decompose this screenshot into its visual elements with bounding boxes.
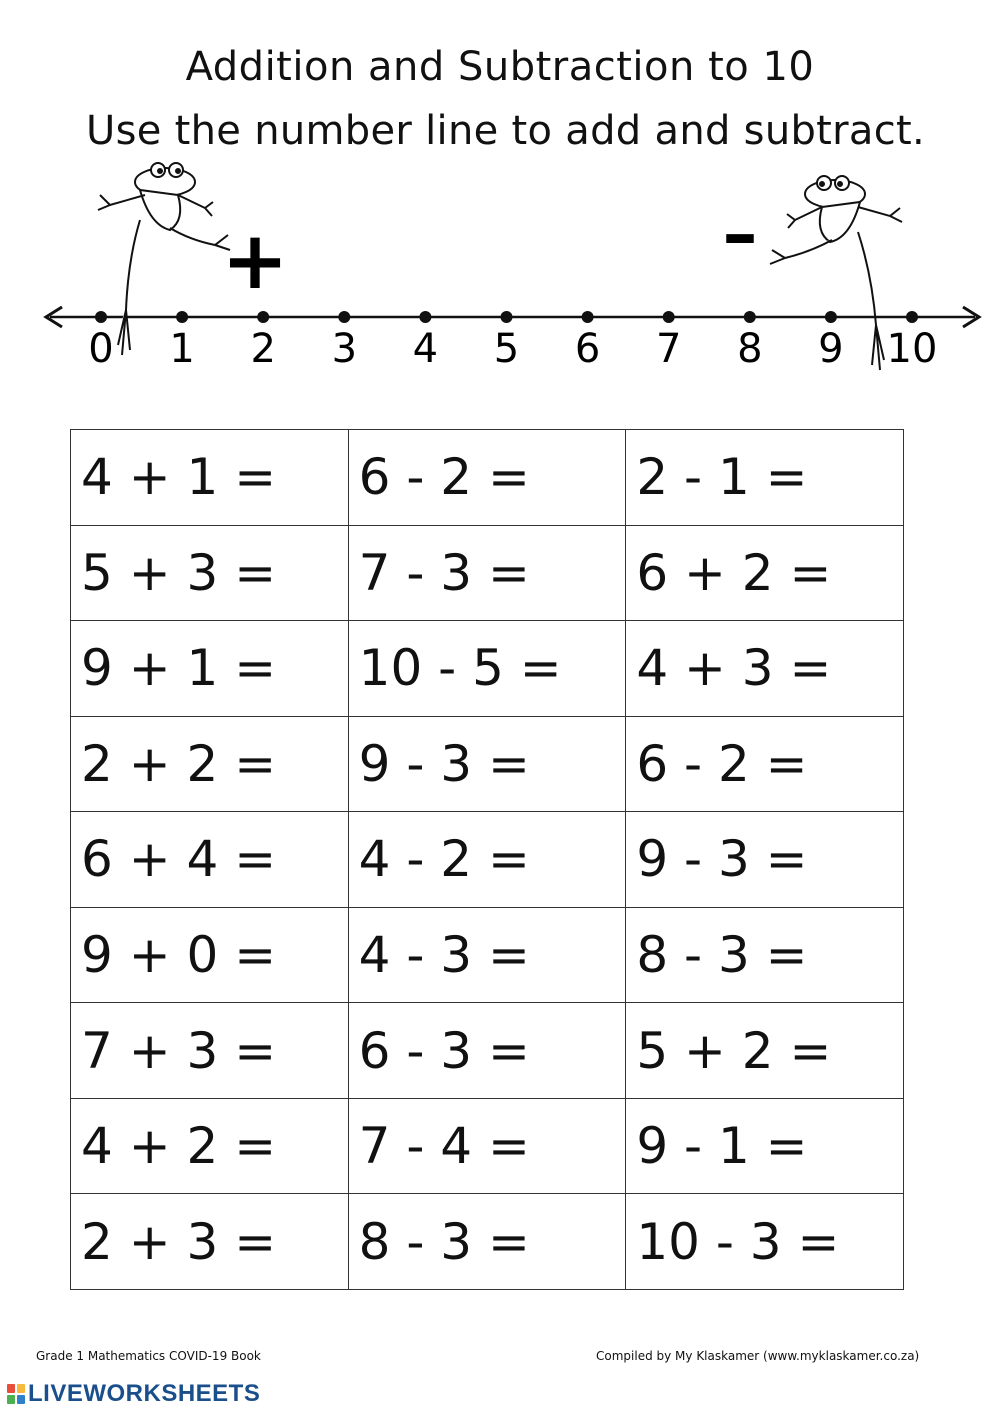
problem-row (71, 812, 904, 908)
problem-cell[interactable]: 4 - 2 = (348, 812, 626, 908)
number-line-dot (744, 311, 756, 323)
number-line-label: 7 (655, 326, 682, 372)
number-line-label: 10 (886, 326, 938, 372)
problems-grid (70, 429, 904, 1290)
worksheet-instructions: Use the number line to add and subtract. (86, 108, 925, 154)
number-line-label: 3 (331, 326, 358, 372)
number-line-dot (338, 311, 350, 323)
problem-cell[interactable]: 5 + 3 = (71, 525, 349, 621)
problem-row (71, 907, 904, 1003)
number-line-label: 4 (412, 326, 439, 372)
problem-cell[interactable]: 9 - 1 = (626, 1098, 904, 1194)
problem-cell[interactable]: 10 - 5 = (348, 621, 626, 717)
liveworksheets-wordmark: LIVEWORKSHEETS (28, 1380, 261, 1407)
problem-cell[interactable]: 9 + 0 = (71, 907, 349, 1003)
number-line-label: 0 (88, 326, 114, 372)
problem-cell[interactable]: 2 + 3 = (71, 1194, 349, 1290)
problem-row (71, 430, 904, 526)
number-line (0, 150, 1000, 390)
problem-cell[interactable]: 6 + 4 = (71, 812, 349, 908)
minus-sign: – (722, 193, 758, 275)
number-line-label: 5 (493, 326, 520, 372)
problem-cell[interactable]: 7 - 4 = (348, 1098, 626, 1194)
problem-cell[interactable]: 2 + 2 = (71, 716, 349, 812)
problem-cell[interactable]: 9 - 3 = (626, 812, 904, 908)
problem-cell[interactable]: 2 - 1 = (626, 430, 904, 526)
number-line-label: 9 (818, 326, 844, 372)
problem-cell[interactable]: 9 - 3 = (348, 716, 626, 812)
number-line-dot (176, 311, 188, 323)
problem-cell[interactable]: 4 + 2 = (71, 1098, 349, 1194)
problem-cell[interactable]: 4 - 3 = (348, 907, 626, 1003)
problem-cell[interactable]: 6 - 2 = (348, 430, 626, 526)
number-line-dot (501, 311, 513, 323)
number-line-label: 8 (737, 326, 763, 372)
number-line-dot (95, 311, 107, 323)
number-line-dot (257, 311, 269, 323)
plus-sign: + (221, 214, 289, 307)
problem-cell[interactable]: 10 - 3 = (626, 1194, 904, 1290)
problem-row (71, 1003, 904, 1099)
liveworksheets-brand[interactable] (6, 1380, 260, 1408)
number-line-dot (906, 311, 918, 323)
number-line-dot (419, 311, 431, 323)
problem-row (71, 525, 904, 621)
number-line-label: 2 (250, 326, 276, 372)
number-line-dot (582, 311, 594, 323)
problem-cell[interactable]: 6 + 2 = (626, 525, 904, 621)
problem-cell[interactable]: 8 - 3 = (348, 1194, 626, 1290)
problem-row (71, 621, 904, 717)
problem-cell[interactable]: 5 + 2 = (626, 1003, 904, 1099)
worksheet-title: Addition and Subtraction to 10 (185, 44, 815, 90)
problem-row (71, 716, 904, 812)
problem-cell[interactable]: 6 - 2 = (626, 716, 904, 812)
footer-book-title: Grade 1 Mathematics COVID-19 Book (36, 1349, 261, 1363)
problem-cell[interactable]: 9 + 1 = (71, 621, 349, 717)
problem-cell[interactable]: 4 + 3 = (626, 621, 904, 717)
problem-cell[interactable]: 7 - 3 = (348, 525, 626, 621)
number-line-dot (663, 311, 675, 323)
problem-cell[interactable]: 7 + 3 = (71, 1003, 349, 1099)
number-line-label: 6 (574, 326, 601, 372)
problem-cell[interactable]: 8 - 3 = (626, 907, 904, 1003)
frog-jumping-right-icon (98, 163, 230, 355)
footer-credit: Compiled by My Klaskamer (www.myklaskamer.co.za) (596, 1349, 920, 1363)
number-line-dot (825, 311, 837, 323)
problem-row (71, 1194, 904, 1290)
problem-row (71, 1098, 904, 1194)
number-line-label: 1 (169, 326, 195, 372)
problem-cell[interactable]: 4 + 1 = (71, 430, 349, 526)
liveworksheets-logo-icon (6, 1383, 26, 1405)
problem-cell[interactable]: 6 - 3 = (348, 1003, 626, 1099)
